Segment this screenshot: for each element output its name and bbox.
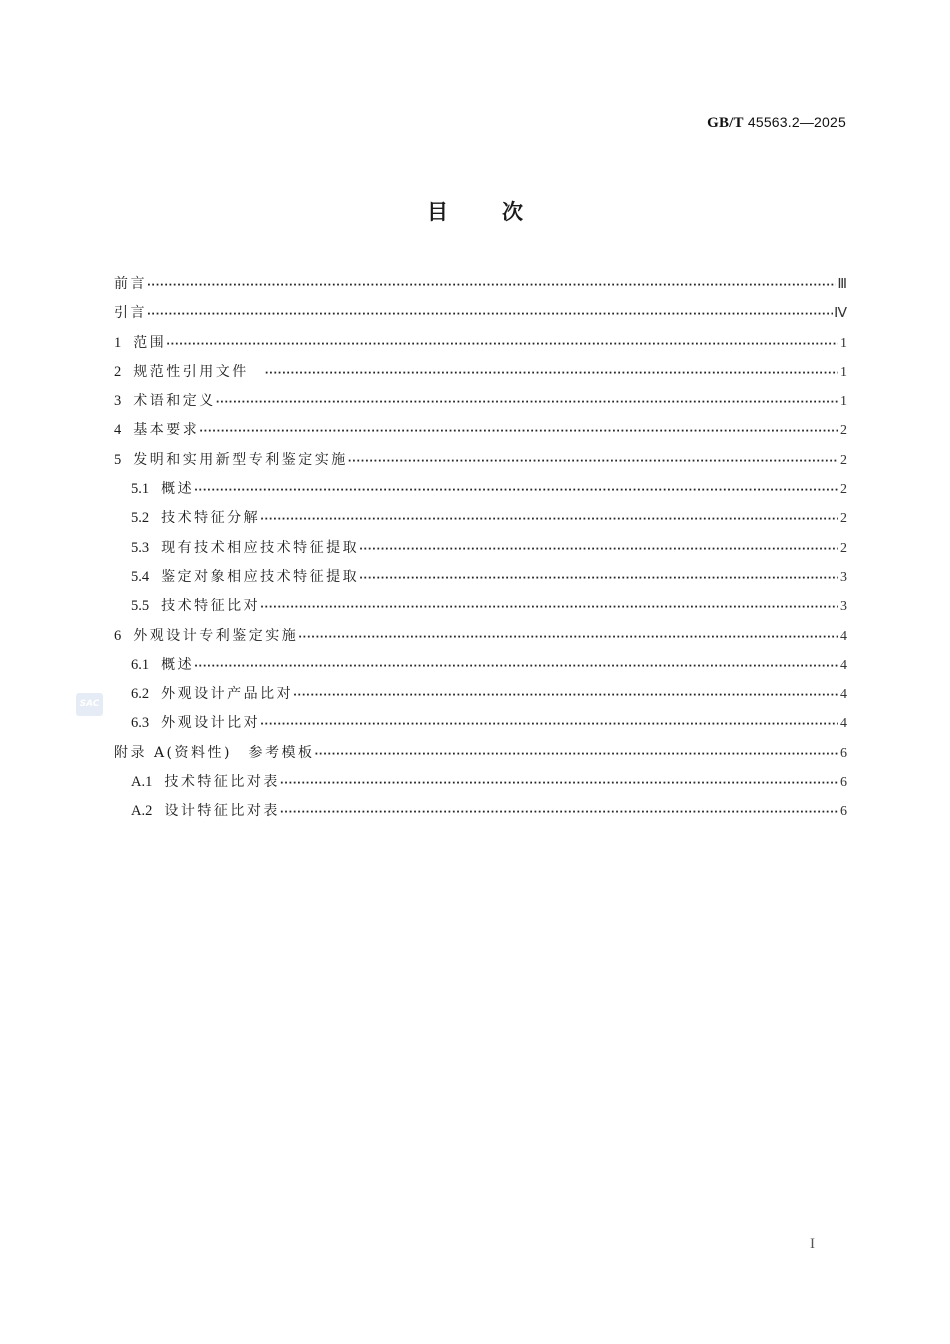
toc-entry-label: 概述 <box>161 481 195 498</box>
toc-entry-number: 2 <box>114 363 122 380</box>
toc-entry-number: 5.5 <box>131 598 150 615</box>
dot-leader <box>265 362 838 386</box>
dot-leader <box>280 801 838 825</box>
dot-leader <box>280 772 838 796</box>
page-title <box>0 196 950 226</box>
toc-entry-number: A.1 <box>131 774 153 791</box>
toc-entry-page: Ⅳ <box>834 306 847 322</box>
toc-entry[interactable] <box>114 389 847 418</box>
toc-entry[interactable] <box>114 799 847 828</box>
toc-entry[interactable] <box>114 653 847 682</box>
dot-leader <box>216 391 838 415</box>
toc-entry-page: 3 <box>840 569 847 585</box>
dot-leader <box>147 303 833 327</box>
toc-entry-page: 4 <box>840 628 847 644</box>
toc-entry[interactable] <box>114 360 847 389</box>
sac-watermark-logo: SAC <box>76 693 103 716</box>
toc-entry-page: Ⅲ <box>837 277 847 292</box>
dot-leader <box>260 596 838 620</box>
toc-entry-page: 1 <box>840 335 847 351</box>
dot-leader <box>359 538 838 562</box>
toc-entry-label: 术语和定义 <box>133 393 216 410</box>
toc-entry-page: 1 <box>840 364 847 380</box>
toc-entry-label: 前言 <box>114 276 147 292</box>
dot-leader <box>260 508 838 532</box>
toc-entry-page: 4 <box>840 657 847 673</box>
toc-entry[interactable] <box>114 418 847 447</box>
toc-entry[interactable] <box>114 741 847 770</box>
toc-entry-label: 技术特征分解 <box>161 510 261 527</box>
toc-entry-page: 4 <box>840 687 847 703</box>
toc-entry-number: 6.1 <box>131 656 150 673</box>
toc-entry-number: A.2 <box>131 803 153 820</box>
toc-entry-page: 3 <box>840 599 847 615</box>
dot-leader <box>166 333 838 357</box>
toc-entry-page: 6 <box>840 775 847 791</box>
dot-leader <box>293 684 838 708</box>
toc-entry-number: 3 <box>114 393 122 410</box>
dot-leader <box>194 479 838 503</box>
toc-entry-label: 外观设计专利鉴定实施 <box>133 627 299 644</box>
toc-entry-number: 6.3 <box>131 715 150 732</box>
dot-leader <box>314 743 838 767</box>
toc-entry[interactable] <box>114 624 847 653</box>
title-char-1: 目 <box>427 200 448 224</box>
toc-entry-label: 鉴定对象相应技术特征提取 <box>161 568 360 585</box>
toc-entry-number: 4 <box>114 422 122 439</box>
dot-leader <box>199 420 838 444</box>
toc-entry[interactable] <box>114 536 847 565</box>
toc-entry[interactable] <box>114 477 847 506</box>
toc-entry-label: 外观设计比对 <box>161 715 261 732</box>
toc-entry-page: 4 <box>840 716 847 732</box>
toc-entry-page: 2 <box>840 482 847 498</box>
table-of-contents <box>114 272 847 829</box>
toc-entry-page: 2 <box>840 511 847 527</box>
dot-leader <box>260 713 838 737</box>
toc-entry-page: 1 <box>840 394 847 410</box>
toc-entry-label: 基本要求 <box>133 422 200 439</box>
toc-entry[interactable] <box>114 594 847 623</box>
toc-entry-page: 2 <box>840 540 847 556</box>
toc-entry-number: 5.2 <box>131 510 150 527</box>
toc-entry-label: 范围 <box>133 334 167 351</box>
toc-entry-label: 技术特征比对 <box>161 598 261 615</box>
toc-entry-label: 设计特征比对表 <box>164 803 280 820</box>
standard-prefix: GB/T <box>707 115 744 131</box>
dot-leader <box>147 274 836 298</box>
toc-entry-page: 2 <box>840 452 847 468</box>
toc-entry-number: 5.3 <box>131 539 150 556</box>
dot-leader <box>298 626 838 650</box>
toc-entry[interactable] <box>114 506 847 535</box>
toc-entry-label: 概述 <box>161 656 195 673</box>
page-number: I <box>810 1236 815 1252</box>
toc-entry-label: 附录 A(资料性) 参考模板 <box>114 744 315 761</box>
toc-entry-number: 1 <box>114 334 122 351</box>
toc-entry-number: 5.4 <box>131 568 150 585</box>
toc-entry-label: 规范性引用文件 <box>133 363 249 380</box>
toc-entry-page: 6 <box>840 804 847 820</box>
toc-entry[interactable] <box>114 770 847 799</box>
toc-entry[interactable] <box>114 301 847 330</box>
toc-entry-page: 2 <box>840 423 847 439</box>
toc-entry[interactable] <box>114 565 847 594</box>
toc-entry-page: 6 <box>840 745 847 761</box>
standard-number: 45563.2—2025 <box>747 114 846 130</box>
toc-entry[interactable] <box>114 448 847 477</box>
toc-entry-label: 技术特征比对表 <box>164 774 280 791</box>
dot-leader <box>359 567 838 591</box>
toc-entry[interactable] <box>114 711 847 740</box>
toc-entry-number: 6.2 <box>131 686 150 703</box>
toc-entry[interactable] <box>114 682 847 711</box>
standard-code <box>707 114 846 132</box>
toc-entry[interactable] <box>114 272 847 301</box>
toc-entry-label: 现有技术相应技术特征提取 <box>161 539 360 556</box>
toc-entry-label: 引言 <box>114 305 147 322</box>
dot-leader <box>194 655 838 679</box>
toc-entry-number: 6 <box>114 627 122 644</box>
toc-entry-number: 5.1 <box>131 481 150 498</box>
toc-entry[interactable] <box>114 331 847 360</box>
dot-leader <box>348 450 838 474</box>
toc-entry-label: 发明和实用新型专利鉴定实施 <box>133 451 348 468</box>
title-char-2: 次 <box>502 200 523 224</box>
toc-entry-label: 外观设计产品比对 <box>161 686 294 703</box>
toc-entry-number: 5 <box>114 451 122 468</box>
